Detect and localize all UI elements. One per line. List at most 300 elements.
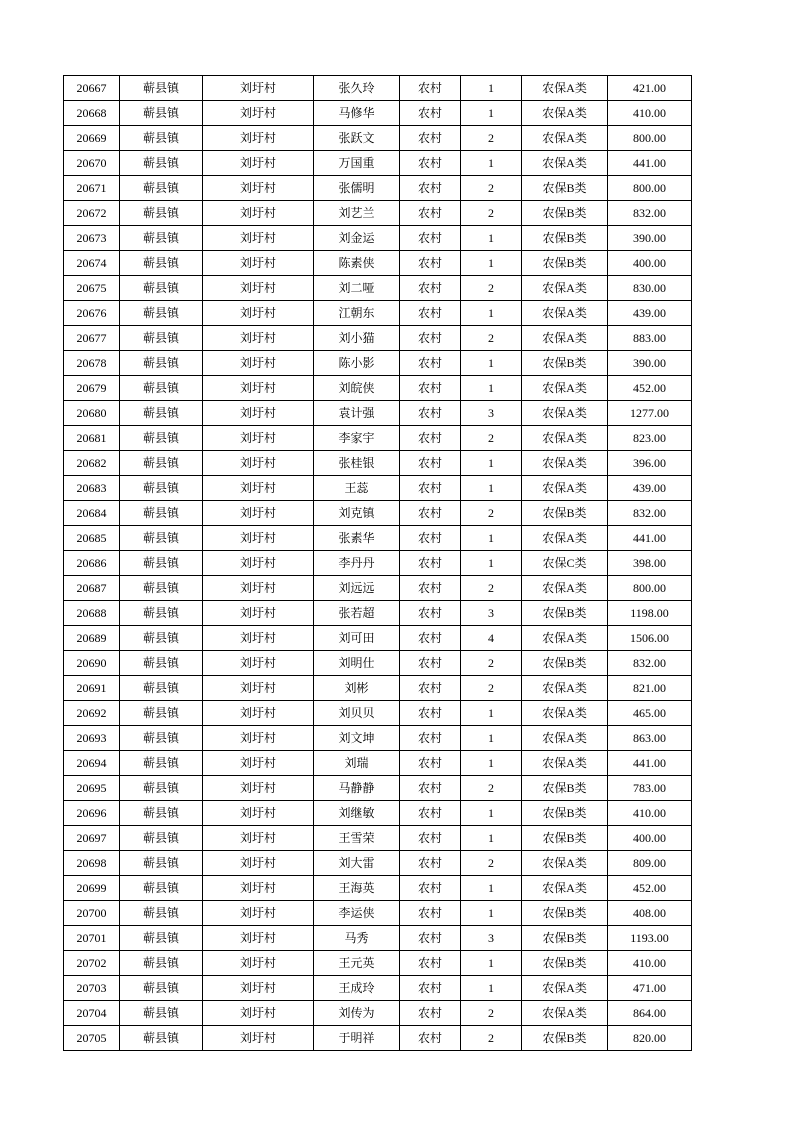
table-cell-category: 农保B类 bbox=[522, 901, 608, 926]
table-cell-name: 王海英 bbox=[314, 876, 400, 901]
table-cell-type: 农村 bbox=[400, 201, 461, 226]
table-cell-amount: 439.00 bbox=[608, 476, 692, 501]
table-cell-name: 刘可田 bbox=[314, 626, 400, 651]
table-cell-id: 20684 bbox=[64, 501, 120, 526]
table-cell-id: 20694 bbox=[64, 751, 120, 776]
table-cell-count: 1 bbox=[461, 351, 522, 376]
table-cell-count: 3 bbox=[461, 401, 522, 426]
table-cell-amount: 400.00 bbox=[608, 251, 692, 276]
table-cell-amount: 832.00 bbox=[608, 651, 692, 676]
table-cell-type: 农村 bbox=[400, 401, 461, 426]
table-cell-id: 20679 bbox=[64, 376, 120, 401]
table-cell-village: 刘圩村 bbox=[203, 401, 314, 426]
table-cell-type: 农村 bbox=[400, 901, 461, 926]
table-row bbox=[64, 876, 692, 901]
table-cell-name: 马静静 bbox=[314, 776, 400, 801]
table-row bbox=[64, 951, 692, 976]
table-cell-id: 20682 bbox=[64, 451, 120, 476]
table-cell-category: 农保B类 bbox=[522, 501, 608, 526]
table-row bbox=[64, 751, 692, 776]
table-cell-count: 1 bbox=[461, 801, 522, 826]
table-row bbox=[64, 826, 692, 851]
table-cell-amount: 396.00 bbox=[608, 451, 692, 476]
table-cell-count: 2 bbox=[461, 326, 522, 351]
table-cell-town: 蕲县镇 bbox=[120, 601, 203, 626]
table-cell-type: 农村 bbox=[400, 176, 461, 201]
table-cell-type: 农村 bbox=[400, 276, 461, 301]
table-cell-count: 2 bbox=[461, 851, 522, 876]
table-cell-id: 20669 bbox=[64, 126, 120, 151]
table-cell-count: 1 bbox=[461, 476, 522, 501]
table-cell-amount: 390.00 bbox=[608, 226, 692, 251]
table-cell-name: 刘瑞 bbox=[314, 751, 400, 776]
table-cell-town: 蕲县镇 bbox=[120, 76, 203, 101]
table-cell-town: 蕲县镇 bbox=[120, 251, 203, 276]
table-cell-type: 农村 bbox=[400, 251, 461, 276]
table-cell-town: 蕲县镇 bbox=[120, 401, 203, 426]
table-row bbox=[64, 276, 692, 301]
table-cell-village: 刘圩村 bbox=[203, 126, 314, 151]
table-cell-category: 农保B类 bbox=[522, 651, 608, 676]
table-cell-type: 农村 bbox=[400, 751, 461, 776]
table-cell-type: 农村 bbox=[400, 601, 461, 626]
table-cell-type: 农村 bbox=[400, 476, 461, 501]
table-cell-type: 农村 bbox=[400, 301, 461, 326]
table-cell-id: 20696 bbox=[64, 801, 120, 826]
table-cell-type: 农村 bbox=[400, 976, 461, 1001]
table-cell-category: 农保A类 bbox=[522, 401, 608, 426]
table-cell-type: 农村 bbox=[400, 701, 461, 726]
table-cell-name: 马秀 bbox=[314, 926, 400, 951]
table-cell-amount: 441.00 bbox=[608, 526, 692, 551]
table-cell-town: 蕲县镇 bbox=[120, 626, 203, 651]
table-cell-town: 蕲县镇 bbox=[120, 851, 203, 876]
table-cell-name: 马修华 bbox=[314, 101, 400, 126]
table-cell-name: 陈小影 bbox=[314, 351, 400, 376]
table-cell-name: 李丹丹 bbox=[314, 551, 400, 576]
table-cell-amount: 863.00 bbox=[608, 726, 692, 751]
table-cell-amount: 800.00 bbox=[608, 576, 692, 601]
table-cell-category: 农保B类 bbox=[522, 1026, 608, 1051]
table-row bbox=[64, 926, 692, 951]
table-cell-id: 20677 bbox=[64, 326, 120, 351]
table-cell-amount: 864.00 bbox=[608, 1001, 692, 1026]
table-cell-amount: 823.00 bbox=[608, 426, 692, 451]
table-row bbox=[64, 76, 692, 101]
table-cell-category: 农保A类 bbox=[522, 476, 608, 501]
table-cell-amount: 408.00 bbox=[608, 901, 692, 926]
table-cell-count: 1 bbox=[461, 526, 522, 551]
table-cell-count: 2 bbox=[461, 576, 522, 601]
table-row bbox=[64, 676, 692, 701]
table-cell-village: 刘圩村 bbox=[203, 926, 314, 951]
table-cell-village: 刘圩村 bbox=[203, 701, 314, 726]
table-cell-type: 农村 bbox=[400, 926, 461, 951]
table-cell-name: 于明祥 bbox=[314, 1026, 400, 1051]
table-cell-id: 20702 bbox=[64, 951, 120, 976]
table-cell-type: 农村 bbox=[400, 1026, 461, 1051]
table-cell-type: 农村 bbox=[400, 626, 461, 651]
table-cell-amount: 441.00 bbox=[608, 151, 692, 176]
table-cell-name: 刘继敏 bbox=[314, 801, 400, 826]
table-cell-id: 20671 bbox=[64, 176, 120, 201]
table-cell-id: 20699 bbox=[64, 876, 120, 901]
table-cell-type: 农村 bbox=[400, 1001, 461, 1026]
table-cell-village: 刘圩村 bbox=[203, 426, 314, 451]
table-cell-town: 蕲县镇 bbox=[120, 551, 203, 576]
table-cell-amount: 832.00 bbox=[608, 201, 692, 226]
table-cell-count: 4 bbox=[461, 626, 522, 651]
table-cell-category: 农保A类 bbox=[522, 451, 608, 476]
table-row bbox=[64, 101, 692, 126]
table-cell-amount: 441.00 bbox=[608, 751, 692, 776]
table-cell-village: 刘圩村 bbox=[203, 226, 314, 251]
table-cell-type: 农村 bbox=[400, 526, 461, 551]
table-cell-category: 农保B类 bbox=[522, 176, 608, 201]
table-cell-count: 2 bbox=[461, 776, 522, 801]
table-cell-category: 农保B类 bbox=[522, 801, 608, 826]
table-cell-id: 20678 bbox=[64, 351, 120, 376]
table-cell-amount: 809.00 bbox=[608, 851, 692, 876]
table-cell-category: 农保A类 bbox=[522, 151, 608, 176]
table-cell-amount: 820.00 bbox=[608, 1026, 692, 1051]
table-cell-category: 农保B类 bbox=[522, 951, 608, 976]
table-cell-amount: 471.00 bbox=[608, 976, 692, 1001]
table-cell-name: 刘小猫 bbox=[314, 326, 400, 351]
table-cell-village: 刘圩村 bbox=[203, 551, 314, 576]
table-cell-town: 蕲县镇 bbox=[120, 901, 203, 926]
table-cell-town: 蕲县镇 bbox=[120, 376, 203, 401]
table-cell-village: 刘圩村 bbox=[203, 726, 314, 751]
table-cell-type: 农村 bbox=[400, 776, 461, 801]
table-cell-village: 刘圩村 bbox=[203, 1001, 314, 1026]
table-cell-count: 2 bbox=[461, 1026, 522, 1051]
table-cell-village: 刘圩村 bbox=[203, 276, 314, 301]
table-cell-name: 张桂银 bbox=[314, 451, 400, 476]
table-cell-id: 20690 bbox=[64, 651, 120, 676]
table-cell-count: 1 bbox=[461, 701, 522, 726]
table-cell-amount: 800.00 bbox=[608, 176, 692, 201]
table-cell-count: 1 bbox=[461, 976, 522, 1001]
table-cell-village: 刘圩村 bbox=[203, 451, 314, 476]
table-cell-town: 蕲县镇 bbox=[120, 426, 203, 451]
table-cell-id: 20688 bbox=[64, 601, 120, 626]
table-cell-amount: 410.00 bbox=[608, 101, 692, 126]
table-cell-town: 蕲县镇 bbox=[120, 351, 203, 376]
benefits-table-container bbox=[63, 75, 692, 1051]
table-row bbox=[64, 1001, 692, 1026]
table-cell-amount: 800.00 bbox=[608, 126, 692, 151]
table-cell-category: 农保B类 bbox=[522, 226, 608, 251]
table-row bbox=[64, 626, 692, 651]
table-cell-id: 20686 bbox=[64, 551, 120, 576]
table-cell-id: 20692 bbox=[64, 701, 120, 726]
table-cell-name: 王蕊 bbox=[314, 476, 400, 501]
table-cell-type: 农村 bbox=[400, 876, 461, 901]
table-cell-id: 20687 bbox=[64, 576, 120, 601]
table-cell-town: 蕲县镇 bbox=[120, 476, 203, 501]
table-cell-id: 20673 bbox=[64, 226, 120, 251]
table-cell-category: 农保A类 bbox=[522, 576, 608, 601]
table-cell-id: 20667 bbox=[64, 76, 120, 101]
table-row bbox=[64, 201, 692, 226]
table-cell-amount: 410.00 bbox=[608, 951, 692, 976]
table-cell-category: 农保A类 bbox=[522, 301, 608, 326]
table-cell-town: 蕲县镇 bbox=[120, 451, 203, 476]
table-cell-category: 农保B类 bbox=[522, 601, 608, 626]
table-cell-town: 蕲县镇 bbox=[120, 126, 203, 151]
table-row bbox=[64, 401, 692, 426]
table-cell-count: 1 bbox=[461, 151, 522, 176]
table-cell-amount: 1277.00 bbox=[608, 401, 692, 426]
table-row bbox=[64, 351, 692, 376]
table-cell-village: 刘圩村 bbox=[203, 526, 314, 551]
table-cell-category: 农保C类 bbox=[522, 551, 608, 576]
table-cell-amount: 390.00 bbox=[608, 351, 692, 376]
table-cell-type: 农村 bbox=[400, 351, 461, 376]
table-cell-count: 2 bbox=[461, 426, 522, 451]
table-cell-village: 刘圩村 bbox=[203, 151, 314, 176]
table-cell-town: 蕲县镇 bbox=[120, 501, 203, 526]
table-cell-count: 1 bbox=[461, 751, 522, 776]
table-cell-count: 3 bbox=[461, 926, 522, 951]
table-cell-category: 农保A类 bbox=[522, 676, 608, 701]
table-cell-town: 蕲县镇 bbox=[120, 201, 203, 226]
table-cell-amount: 452.00 bbox=[608, 376, 692, 401]
table-cell-category: 农保A类 bbox=[522, 751, 608, 776]
table-cell-amount: 1506.00 bbox=[608, 626, 692, 651]
table-cell-count: 1 bbox=[461, 376, 522, 401]
table-cell-amount: 830.00 bbox=[608, 276, 692, 301]
table-cell-village: 刘圩村 bbox=[203, 951, 314, 976]
table-cell-amount: 883.00 bbox=[608, 326, 692, 351]
table-cell-village: 刘圩村 bbox=[203, 776, 314, 801]
table-cell-category: 农保A类 bbox=[522, 1001, 608, 1026]
table-row bbox=[64, 501, 692, 526]
table-cell-amount: 1193.00 bbox=[608, 926, 692, 951]
table-cell-village: 刘圩村 bbox=[203, 751, 314, 776]
table-cell-town: 蕲县镇 bbox=[120, 801, 203, 826]
table-cell-count: 1 bbox=[461, 726, 522, 751]
table-row bbox=[64, 176, 692, 201]
table-cell-village: 刘圩村 bbox=[203, 576, 314, 601]
table-cell-count: 2 bbox=[461, 126, 522, 151]
table-cell-town: 蕲县镇 bbox=[120, 526, 203, 551]
table-cell-id: 20704 bbox=[64, 1001, 120, 1026]
table-cell-id: 20685 bbox=[64, 526, 120, 551]
table-cell-category: 农保A类 bbox=[522, 426, 608, 451]
table-cell-village: 刘圩村 bbox=[203, 601, 314, 626]
table-cell-village: 刘圩村 bbox=[203, 676, 314, 701]
table-cell-village: 刘圩村 bbox=[203, 851, 314, 876]
table-cell-town: 蕲县镇 bbox=[120, 326, 203, 351]
table-cell-category: 农保A类 bbox=[522, 876, 608, 901]
table-row bbox=[64, 801, 692, 826]
table-cell-amount: 821.00 bbox=[608, 676, 692, 701]
table-cell-name: 刘传为 bbox=[314, 1001, 400, 1026]
table-cell-village: 刘圩村 bbox=[203, 1026, 314, 1051]
table-row bbox=[64, 851, 692, 876]
table-row bbox=[64, 701, 692, 726]
table-cell-town: 蕲县镇 bbox=[120, 751, 203, 776]
table-row bbox=[64, 226, 692, 251]
table-cell-category: 农保A类 bbox=[522, 851, 608, 876]
table-cell-id: 20689 bbox=[64, 626, 120, 651]
table-cell-village: 刘圩村 bbox=[203, 301, 314, 326]
table-cell-town: 蕲县镇 bbox=[120, 651, 203, 676]
table-cell-amount: 439.00 bbox=[608, 301, 692, 326]
table-cell-category: 农保A类 bbox=[522, 126, 608, 151]
table-cell-id: 20668 bbox=[64, 101, 120, 126]
table-cell-count: 1 bbox=[461, 901, 522, 926]
table-cell-type: 农村 bbox=[400, 951, 461, 976]
table-cell-town: 蕲县镇 bbox=[120, 226, 203, 251]
table-cell-village: 刘圩村 bbox=[203, 901, 314, 926]
table-row bbox=[64, 976, 692, 1001]
table-cell-name: 刘文坤 bbox=[314, 726, 400, 751]
table-row bbox=[64, 476, 692, 501]
table-cell-category: 农保A类 bbox=[522, 526, 608, 551]
table-cell-village: 刘圩村 bbox=[203, 176, 314, 201]
table-cell-amount: 398.00 bbox=[608, 551, 692, 576]
table-row bbox=[64, 326, 692, 351]
table-row bbox=[64, 126, 692, 151]
table-cell-name: 万国重 bbox=[314, 151, 400, 176]
table-row bbox=[64, 901, 692, 926]
table-cell-count: 1 bbox=[461, 876, 522, 901]
table-cell-type: 农村 bbox=[400, 851, 461, 876]
table-row bbox=[64, 651, 692, 676]
table-row bbox=[64, 576, 692, 601]
table-cell-type: 农村 bbox=[400, 501, 461, 526]
table-cell-name: 张素华 bbox=[314, 526, 400, 551]
table-cell-type: 农村 bbox=[400, 426, 461, 451]
table-cell-village: 刘圩村 bbox=[203, 251, 314, 276]
table-cell-town: 蕲县镇 bbox=[120, 176, 203, 201]
table-cell-town: 蕲县镇 bbox=[120, 976, 203, 1001]
table-cell-town: 蕲县镇 bbox=[120, 676, 203, 701]
table-cell-village: 刘圩村 bbox=[203, 801, 314, 826]
table-cell-count: 1 bbox=[461, 951, 522, 976]
table-cell-village: 刘圩村 bbox=[203, 476, 314, 501]
table-cell-amount: 1198.00 bbox=[608, 601, 692, 626]
table-row bbox=[64, 376, 692, 401]
table-cell-id: 20670 bbox=[64, 151, 120, 176]
table-cell-type: 农村 bbox=[400, 326, 461, 351]
table-cell-id: 20700 bbox=[64, 901, 120, 926]
table-cell-category: 农保A类 bbox=[522, 376, 608, 401]
table-cell-count: 2 bbox=[461, 276, 522, 301]
table-cell-id: 20697 bbox=[64, 826, 120, 851]
table-cell-count: 2 bbox=[461, 501, 522, 526]
table-cell-village: 刘圩村 bbox=[203, 351, 314, 376]
table-cell-category: 农保B类 bbox=[522, 926, 608, 951]
table-cell-id: 20693 bbox=[64, 726, 120, 751]
table-cell-amount: 465.00 bbox=[608, 701, 692, 726]
table-cell-village: 刘圩村 bbox=[203, 826, 314, 851]
table-cell-category: 农保A类 bbox=[522, 976, 608, 1001]
table-cell-amount: 410.00 bbox=[608, 801, 692, 826]
table-row bbox=[64, 551, 692, 576]
table-cell-category: 农保A类 bbox=[522, 701, 608, 726]
table-cell-town: 蕲县镇 bbox=[120, 276, 203, 301]
table-cell-id: 20703 bbox=[64, 976, 120, 1001]
table-cell-amount: 421.00 bbox=[608, 76, 692, 101]
table-cell-count: 2 bbox=[461, 676, 522, 701]
table-cell-village: 刘圩村 bbox=[203, 101, 314, 126]
table-cell-type: 农村 bbox=[400, 576, 461, 601]
table-row bbox=[64, 251, 692, 276]
table-cell-amount: 783.00 bbox=[608, 776, 692, 801]
table-cell-name: 王成玲 bbox=[314, 976, 400, 1001]
table-cell-town: 蕲县镇 bbox=[120, 301, 203, 326]
table-cell-name: 刘皖侠 bbox=[314, 376, 400, 401]
table-cell-count: 2 bbox=[461, 201, 522, 226]
table-cell-count: 3 bbox=[461, 601, 522, 626]
table-cell-name: 袁计强 bbox=[314, 401, 400, 426]
table-cell-name: 张跃文 bbox=[314, 126, 400, 151]
table-cell-count: 1 bbox=[461, 551, 522, 576]
table-cell-village: 刘圩村 bbox=[203, 326, 314, 351]
table-cell-id: 20672 bbox=[64, 201, 120, 226]
table-cell-type: 农村 bbox=[400, 151, 461, 176]
table-cell-name: 王元英 bbox=[314, 951, 400, 976]
table-cell-village: 刘圩村 bbox=[203, 626, 314, 651]
table-cell-count: 2 bbox=[461, 176, 522, 201]
table-cell-type: 农村 bbox=[400, 551, 461, 576]
table-cell-town: 蕲县镇 bbox=[120, 951, 203, 976]
table-cell-category: 农保A类 bbox=[522, 76, 608, 101]
table-cell-name: 刘明仕 bbox=[314, 651, 400, 676]
table-cell-id: 20698 bbox=[64, 851, 120, 876]
table-cell-count: 2 bbox=[461, 651, 522, 676]
table-cell-village: 刘圩村 bbox=[203, 876, 314, 901]
table-cell-town: 蕲县镇 bbox=[120, 151, 203, 176]
table-cell-amount: 832.00 bbox=[608, 501, 692, 526]
table-cell-village: 刘圩村 bbox=[203, 976, 314, 1001]
table-cell-count: 2 bbox=[461, 1001, 522, 1026]
table-cell-category: 农保B类 bbox=[522, 776, 608, 801]
table-cell-category: 农保B类 bbox=[522, 351, 608, 376]
table-cell-village: 刘圩村 bbox=[203, 76, 314, 101]
table-cell-type: 农村 bbox=[400, 826, 461, 851]
table-cell-name: 张若超 bbox=[314, 601, 400, 626]
table-cell-town: 蕲县镇 bbox=[120, 876, 203, 901]
table-cell-type: 农村 bbox=[400, 101, 461, 126]
table-cell-amount: 400.00 bbox=[608, 826, 692, 851]
table-cell-name: 刘艺兰 bbox=[314, 201, 400, 226]
table-cell-type: 农村 bbox=[400, 76, 461, 101]
table-cell-count: 1 bbox=[461, 301, 522, 326]
table-cell-town: 蕲县镇 bbox=[120, 576, 203, 601]
table-cell-village: 刘圩村 bbox=[203, 201, 314, 226]
table-cell-town: 蕲县镇 bbox=[120, 726, 203, 751]
table-cell-town: 蕲县镇 bbox=[120, 701, 203, 726]
table-cell-amount: 452.00 bbox=[608, 876, 692, 901]
table-cell-town: 蕲县镇 bbox=[120, 1026, 203, 1051]
table-cell-name: 王雪荣 bbox=[314, 826, 400, 851]
table-cell-count: 1 bbox=[461, 101, 522, 126]
table-cell-name: 刘克镇 bbox=[314, 501, 400, 526]
table-row bbox=[64, 1026, 692, 1051]
table-cell-name: 刘金运 bbox=[314, 226, 400, 251]
table-cell-category: 农保B类 bbox=[522, 201, 608, 226]
table-cell-id: 20691 bbox=[64, 676, 120, 701]
table-cell-count: 1 bbox=[461, 451, 522, 476]
table-cell-town: 蕲县镇 bbox=[120, 826, 203, 851]
table-row bbox=[64, 151, 692, 176]
table-cell-name: 刘二哑 bbox=[314, 276, 400, 301]
